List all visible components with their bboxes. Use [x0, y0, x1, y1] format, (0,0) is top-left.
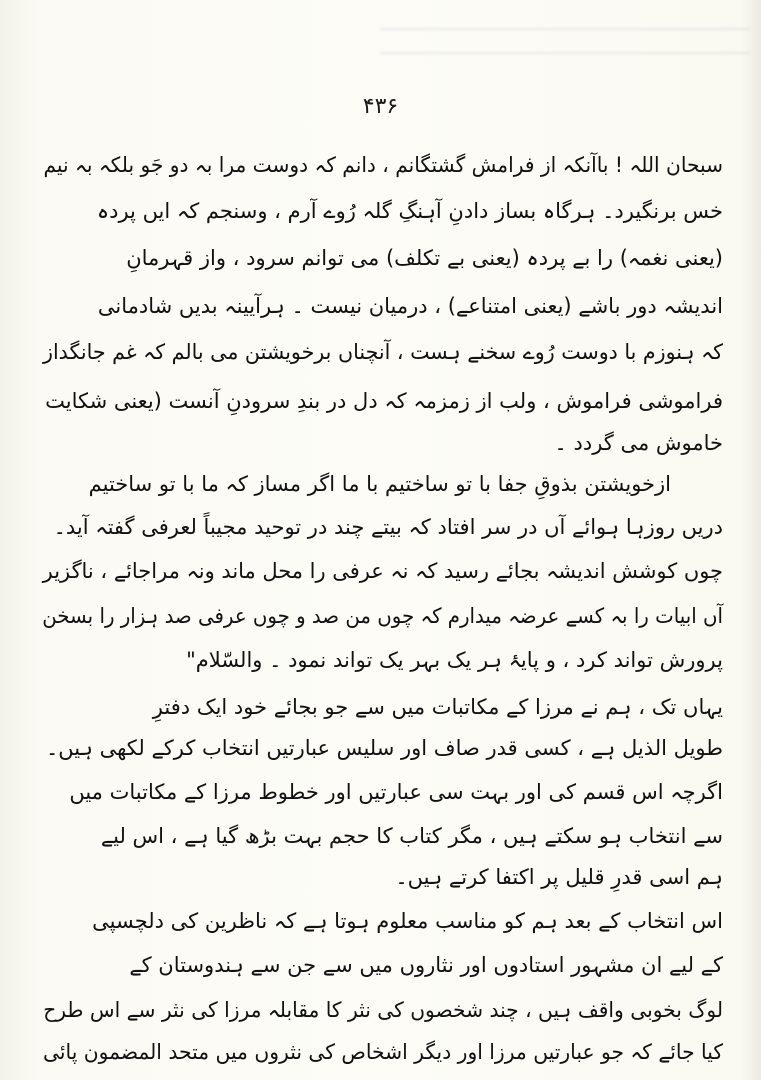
page-number: ۴۳۶: [362, 94, 399, 119]
text-line: فراموشی فراموش ، ولب از زمزمہ کہ دل در بندِ سرودنِ آنست (یعنی شکایت: [45, 389, 723, 413]
text-line: اس انتخاب کے بعد ہم کو مناسب معلوم ہوتا ہے کہ ناظرین کی دلچسپی: [92, 909, 723, 933]
text-line: سبحان اللہ ! باآنکہ از فرامش گشتگانم ، دانم کہ دوست مرا بہ دو جَو بلکہ بہ نیم: [43, 153, 724, 177]
text-line: خس برنگیرد۔ ہرگاہ بساز دادنِ آہنگِ گلہ رُوے آرم ، وسنجم کہ ایں پردہ: [96, 199, 723, 223]
text-line: اندیشہ دور باشے (یعنی امتناعے) ، درمیان نیست ۔ ہرآیینہ بدیں شادمانی: [97, 294, 723, 318]
text-line: (یعنی نغمہ) را بے پردہ (یعنی بے تکلف) می توانم سرود ، واز قہرمانِ: [126, 246, 723, 270]
text-line: خاموش می گردد ۔: [554, 431, 723, 455]
text-line: پرورش تواند کرد ، و پایۂ ہر یک بہر یک تواند نمود ۔ والسّلام": [186, 648, 723, 672]
text-line: آں ابیات را بہ کسے عرضہ میدارم کہ چوں من صد و چوں عرفی صد ہزار را بسخن: [42, 604, 724, 628]
text-line: کہ ہنوزم با دوست رُوے سخنے ہست ، آنچناں برخویشتن می بالم کہ غم جانگداز: [42, 340, 724, 364]
text-line: طویل الذیل ہے ، کسی قدر صاف اور سلیس عبارتیں انتخاب کرکے لکھی ہیں۔: [45, 736, 723, 760]
text-line: لوگ بخوبی واقف ہیں ، چند شخصوں کی نثر کا مقابلہ مرزا کی نثر سے اس طرح: [43, 998, 724, 1022]
text-line: یہاں تک ، ہم نے مرزا کے مکاتبات میں سے جو بجائے خود ایک دفترِ: [152, 695, 723, 719]
text-line: سے انتخاب ہو سکتے ہیں ، مگر کتاب کا حجم بہت بڑھ گیا ہے ، اس لیے: [100, 824, 723, 848]
verse-line: ازخویشتن بذوقِ جفا با تو ساختیم با ما اگر مساز کہ ما با تو ساختیم: [88, 472, 671, 496]
text-line: چوں کوشش اندیشہ بجائے رسید کہ نہ عرفی را محل ماند ونہ مراجائے ، ناگزیر: [42, 559, 723, 583]
text-line: کے لیے ان مشہور استادوں اور نثاروں میں سے جن سے ہندوستان کے: [129, 953, 723, 977]
text-line: دریں روزہا ہوائے آں در سر افتاد کہ بیتے چند در توحید مجیباً لعرفی گفتہ آید۔: [53, 515, 723, 539]
text-line: ہم اسی قدرِ قلیل پر اکتفا کرتے ہیں۔: [395, 865, 723, 889]
text-line: اگرچہ اس قسم کی اور بہت سی عبارتیں اور خطوط مرزا کے مکاتبات میں: [69, 780, 723, 804]
bleed-through-shadow: [380, 8, 750, 68]
text-line: کیا جائے کہ جو عبارتیں مرزا اور دیگر اشخاص کی نثروں میں متحد المضمون پائی: [42, 1040, 723, 1064]
